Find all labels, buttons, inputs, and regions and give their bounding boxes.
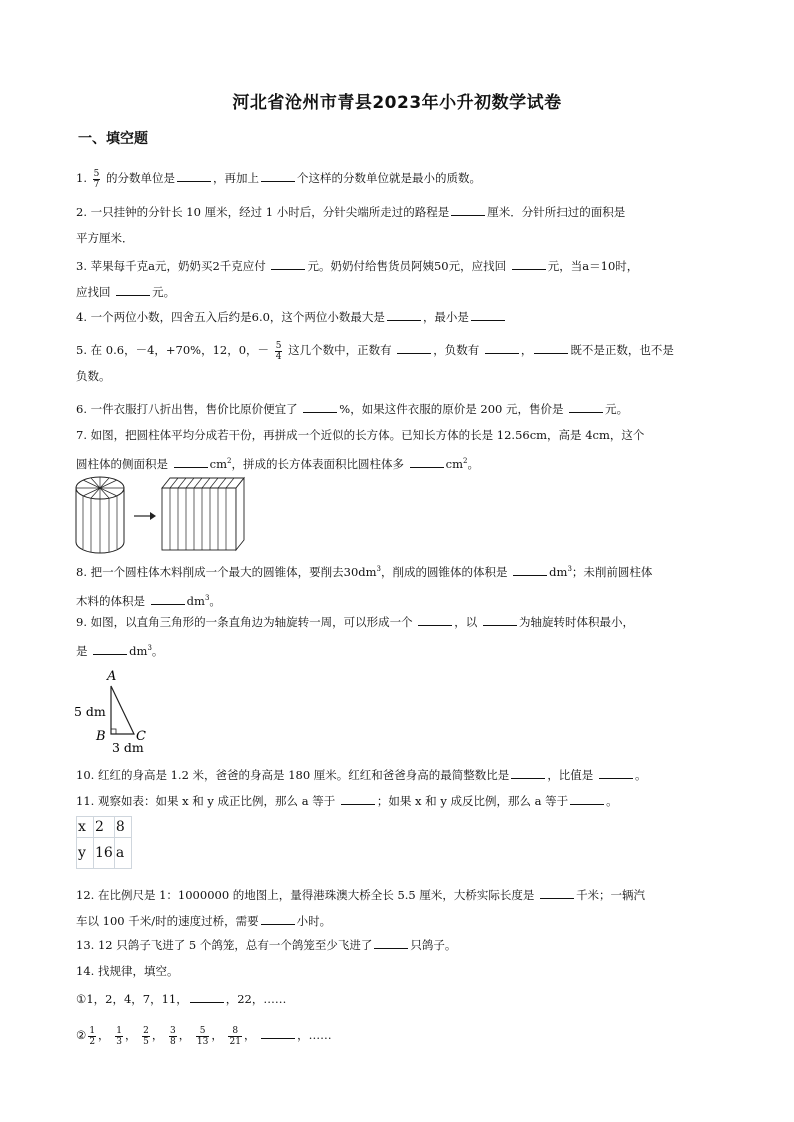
table-cell: x [77,817,94,838]
answer-blank[interactable] [116,281,150,296]
answer-blank[interactable] [387,306,421,321]
answer-blank[interactable] [261,910,295,925]
arrow-right-icon [134,512,156,520]
table-cell: 16 [94,838,115,869]
question-6: 6. 一件衣服打八折出售，售价比原价便宜了 %，如果这件衣服的原价是 200 元，售价是 元。 [76,396,720,422]
answer-blank[interactable] [540,884,574,899]
answer-blank[interactable] [513,561,547,576]
question-2: 2. 一只挂钟的分针长 10 厘米，经过 1 小时后，分针尖端所走过的路程是 厘米．分针所扫过的面积是 平方厘米． [76,199,720,251]
answer-blank[interactable] [271,255,305,270]
answer-blank[interactable] [485,339,519,354]
answer-blank[interactable] [261,167,295,182]
table-row [77,838,132,869]
table-cell: a [114,838,131,869]
question-4: 4. 一个两位小数，四舍五入后约是6.0，这个两位小数最大是 ，最小是 [76,304,720,330]
cuboid-icon [162,478,244,550]
answer-blank[interactable] [93,640,127,655]
answer-blank[interactable] [374,934,408,949]
page-title: 河北省沧州市青县2023年小升初数学试卷 [232,93,562,113]
right-triangle-figure [74,664,174,756]
table-cell: 8 [114,817,131,838]
sequence-2: ② $\frac{1}{2}$ ， $\frac{1}{3}$ ， $\frac{2}{5}$ ， $\frac{3}{8}$ ， $\frac{5}{13}$ ， $\frac{8}{21}$ ， ，…… [76,1025,332,1047]
vertex-b-label: B [96,729,106,744]
question-5: 5. 在 0.6，－4，+70%，12，0，－ $\frac{5}{4}$ 这几个数中，正数有 ，负数有 ， 既不是正数，也不是 负数。 [76,340,674,383]
question-7: 7. 如图，把圆柱体平均分成若干份，再拼成一个近似的长方体。已知长方体的长是 12.56cm，高是 4cm，这个 圆柱体的侧面积是 $cm^2$，拼成的长方体表面积比圆柱体多 $cm^2$。 [76,428,645,471]
question-1: 1. $\frac{5}{7}$ 的分数单位是 ，再加上 个这样的分数单位就是最小的质数。 [76,168,482,190]
question-14: 14. 找规律，填空。 [76,964,179,978]
answer-blank[interactable] [599,764,633,779]
cylinder-icon [76,477,124,553]
fraction: $\frac{5}{4}$ [275,340,282,362]
question-11: 11. 观察如表：如果 x 和 y 成正比例，那么 a 等于 ；如果 x 和 y 成反比例，那么 a 等于 。 [76,788,720,814]
question-10: 10. 红红的身高是 1.2 米，爸爸的身高是 180 厘米。红红和爸爸身高的最简整数比是 ，比值是 。 [76,762,720,788]
answer-blank[interactable] [341,790,375,805]
side-ab-label: 5 dm [74,704,106,719]
section-heading: 一、填空题 [78,131,148,147]
table-cell: 2 [94,817,115,838]
cylinder-to-cuboid-figure [74,474,254,556]
answer-blank[interactable] [512,255,546,270]
xy-table [76,816,132,869]
answer-blank[interactable] [397,339,431,354]
answer-blank[interactable] [190,988,224,1003]
answer-blank[interactable] [471,306,505,321]
side-bc-label: 3 dm [112,740,144,755]
answer-blank[interactable] [534,339,568,354]
answer-blank[interactable] [151,590,185,605]
answer-blank[interactable] [261,1024,295,1039]
answer-blank[interactable] [511,764,545,779]
vertex-a-label: A [107,669,117,684]
fraction: $\frac{5}{7}$ [93,168,100,190]
sequence-1: ①1，2，4，7，11， ，22，…… [76,986,286,1012]
answer-blank[interactable] [177,167,211,182]
answer-blank[interactable] [418,611,452,626]
answer-blank[interactable] [303,398,337,413]
table-row [77,817,132,838]
answer-blank[interactable] [174,453,208,468]
question-3: 3. 苹果每千克a元，奶奶买2千克应付 元。奶奶付给售货员阿姨50元，应找回 元，当a＝10时， 应找回 元。 [76,253,720,305]
question-13: 13. 12 只鸽子飞进了 5 个鸽笼，总有一个鸽笼至少飞进了 只鸽子。 [76,932,720,958]
answer-blank[interactable] [451,201,485,216]
answer-blank[interactable] [569,398,603,413]
question-9: 9. 如图，以直角三角形的一条直角边为轴旋转一周，可以形成一个 ，以 为轴旋转时体积最小， 是 $dm^3$。 [76,609,720,664]
answer-blank[interactable] [483,611,517,626]
vertex-c-label: C [136,729,146,744]
answer-blank[interactable] [410,453,444,468]
answer-blank[interactable] [570,790,604,805]
question-12: 12. 在比例尺是 1：1000000 的地图上，量得港珠澳大桥全长 5.5 厘米，大桥实际长度是 千米；一辆汽 车以 100 千米/时的速度过桥，需要 小时。 [76,882,720,934]
question-8: 8. 把一个圆柱体木料削成一个最大的圆锥体，要削去$30dm^3$，削成的圆锥体的体积是 $dm^3$；未削前圆柱体 木料的体积是 $dm^3$。 [76,556,720,614]
table-cell: y [77,838,94,869]
